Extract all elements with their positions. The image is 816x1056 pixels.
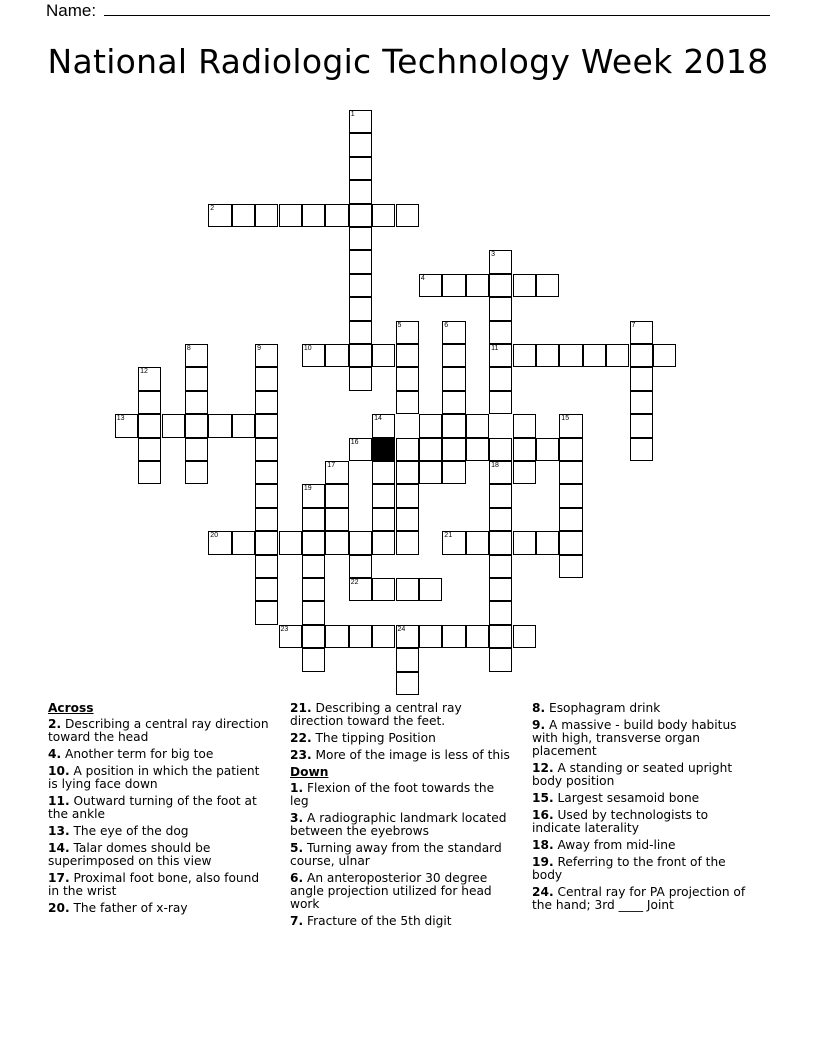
down-heading: Down (290, 765, 329, 779)
crossword-cell[interactable] (630, 414, 653, 437)
clue-item-number: 10. (48, 764, 70, 778)
crossword-cell[interactable] (349, 180, 372, 203)
clue-item-text: Talar domes should be superimposed on this view (48, 841, 212, 868)
crossword-cell[interactable] (372, 625, 395, 648)
crossword-cell[interactable] (396, 625, 419, 648)
crossword-cell[interactable] (279, 531, 302, 554)
crossword-cell[interactable] (349, 321, 372, 344)
clue-number: 18 (491, 462, 499, 469)
crossword-cell[interactable] (208, 531, 231, 554)
clue-item-number: 23. (290, 748, 312, 762)
clue-item-text: The father of x-ray (69, 901, 188, 915)
clue-item-number: 17. (48, 871, 70, 885)
crossword-cell[interactable] (396, 648, 419, 671)
crossword-cell[interactable] (419, 625, 442, 648)
crossword-cell[interactable] (396, 578, 419, 601)
clue-item-text: Central ray for PA projection of the hand; 3rd ____ Joint (532, 885, 746, 912)
clue-item (48, 825, 273, 838)
crossword-cell[interactable] (466, 274, 489, 297)
clue-item (532, 762, 757, 788)
clue-item-text: Describing a central ray direction toward the head (48, 717, 269, 744)
crossword-cell[interactable] (489, 625, 512, 648)
crossword-cell[interactable] (583, 344, 606, 367)
crossword-cell[interactable] (255, 578, 278, 601)
clue-item-text: A standing or seated upright body position (532, 761, 733, 788)
crossword-cell[interactable] (255, 461, 278, 484)
crossword-cell[interactable] (138, 367, 161, 390)
clue-item-text: Fracture of the 5th digit (303, 914, 452, 928)
crossword-cell[interactable] (302, 625, 325, 648)
clue-item (290, 702, 510, 728)
clue-item-text: Referring to the front of the body (532, 855, 726, 882)
crossword-cell[interactable] (489, 484, 512, 507)
crossword-cell[interactable] (302, 555, 325, 578)
crossword-cell[interactable] (302, 578, 325, 601)
crossword-cell[interactable] (302, 204, 325, 227)
crossword-cell[interactable] (489, 578, 512, 601)
clue-item (290, 915, 510, 928)
clue-number: 2 (210, 204, 215, 212)
crossword-cell[interactable] (466, 438, 489, 461)
crossword-cell[interactable] (302, 531, 325, 554)
crossword-cell[interactable] (489, 321, 512, 344)
crossword-cell[interactable] (325, 484, 348, 507)
crossword-cell[interactable] (208, 414, 231, 437)
crossword-cell[interactable] (396, 461, 419, 484)
crossword-cell[interactable] (513, 274, 536, 297)
clue-number: 21 (444, 532, 453, 540)
crossword-cell[interactable] (349, 227, 372, 250)
clue-item-number: 18. (532, 838, 554, 852)
clue-number: 16 (350, 438, 359, 446)
crossword-cell[interactable] (489, 648, 512, 671)
crossword-cell[interactable] (489, 274, 512, 297)
crossword-cell[interactable] (396, 672, 419, 695)
clue-item-text: Away from mid-line (553, 838, 676, 852)
crossword-cell[interactable] (559, 344, 582, 367)
crossword-cell[interactable] (630, 344, 653, 367)
clue-item-text: More of the image is less of this (311, 748, 510, 762)
clue-item (532, 856, 757, 882)
crossword-cell[interactable] (513, 625, 536, 648)
crossword-cell[interactable] (489, 601, 512, 624)
crossword-cell[interactable] (489, 438, 512, 461)
crossword-cell[interactable] (396, 344, 419, 367)
clue-column-1 (48, 702, 273, 919)
crossword-cell[interactable] (232, 204, 255, 227)
crossword-cell[interactable] (302, 508, 325, 531)
crossword-cell[interactable] (279, 625, 302, 648)
clue-column-2 (290, 702, 510, 932)
clue-item (290, 732, 510, 745)
clue-number: 4 (420, 274, 425, 282)
crossword-cell[interactable] (349, 555, 372, 578)
clue-item-number: 12. (532, 761, 554, 775)
crossword-cell[interactable] (325, 508, 348, 531)
crossword-cell[interactable] (442, 321, 465, 344)
crossword-cell[interactable] (442, 414, 465, 437)
crossword-cell[interactable] (630, 321, 653, 344)
crossword-cell[interactable] (630, 438, 653, 461)
clue-item-text: A massive - build body habitus with high, transverse organ placement (532, 718, 737, 758)
crossword-cell[interactable] (138, 414, 161, 437)
crossword-cell[interactable] (396, 367, 419, 390)
crossword-cell[interactable] (325, 344, 348, 367)
clue-number: 9 (257, 345, 261, 352)
crossword-cell[interactable] (419, 414, 442, 437)
clue-item-number: 3. (290, 811, 304, 825)
crossword-cell[interactable] (513, 344, 536, 367)
crossword-cell[interactable] (162, 414, 185, 437)
crossword-cell[interactable] (536, 274, 559, 297)
crossword-cell[interactable] (185, 367, 208, 390)
crossword-cell[interactable] (442, 461, 465, 484)
clue-item-number: 8. (532, 701, 546, 715)
crossword-cell[interactable] (325, 625, 348, 648)
clue-item (290, 749, 510, 762)
crossword-cell[interactable] (559, 461, 582, 484)
crossword-cell[interactable] (489, 367, 512, 390)
clue-item (532, 719, 757, 758)
clue-item (532, 839, 757, 852)
crossword-cell[interactable] (489, 461, 512, 484)
crossword-cell[interactable] (349, 297, 372, 320)
crossword-cell[interactable] (255, 414, 278, 437)
crossword-cell[interactable] (349, 133, 372, 156)
crossword-cell[interactable] (255, 555, 278, 578)
clue-number: 23 (280, 625, 289, 633)
crossword-cell[interactable] (185, 461, 208, 484)
crossword-cell[interactable] (466, 625, 489, 648)
clue-item-text: Flexion of the foot towards the leg (290, 781, 495, 808)
crossword-cell[interactable] (302, 484, 325, 507)
crossword-cell[interactable] (559, 531, 582, 554)
crossword-cell[interactable] (349, 344, 372, 367)
clue-item-text: The eye of the dog (69, 824, 189, 838)
crossword-cell[interactable] (138, 438, 161, 461)
crossword-block-cell (372, 438, 395, 461)
crossword-cell[interactable] (396, 321, 419, 344)
clue-item-number: 19. (532, 855, 554, 869)
crossword-cell[interactable] (630, 367, 653, 390)
crossword-cell[interactable] (349, 367, 372, 390)
clue-item-number: 22. (290, 731, 312, 745)
crossword-cell[interactable] (372, 344, 395, 367)
clue-item (48, 718, 273, 744)
crossword-cell[interactable] (279, 204, 302, 227)
crossword-cell[interactable] (396, 204, 419, 227)
clue-number: 15 (561, 415, 570, 423)
clue-item-number: 4. (48, 747, 62, 761)
crossword-cell[interactable] (302, 344, 325, 367)
clue-number: 12 (140, 368, 148, 376)
crossword-cell[interactable] (255, 508, 278, 531)
clue-number: 1 (350, 111, 355, 118)
clue-item-number: 16. (532, 808, 554, 822)
clue-item-number: 6. (290, 871, 304, 885)
clue-item-text: Outward turning of the foot at the ankle (48, 794, 257, 821)
crossword-cell[interactable] (349, 204, 372, 227)
crossword-cell[interactable] (419, 461, 442, 484)
clue-item (532, 702, 757, 715)
crossword-cell[interactable] (138, 391, 161, 414)
crossword-cell[interactable] (419, 274, 442, 297)
clue-item (290, 782, 510, 808)
crossword-cell[interactable] (349, 250, 372, 273)
clue-item (532, 886, 757, 912)
clue-item-text: Used by technologists to indicate laterality (532, 808, 709, 835)
name-label: Name: (46, 1, 101, 20)
crossword-cell[interactable] (442, 274, 465, 297)
crossword-cell[interactable] (396, 438, 419, 461)
crossword-cell[interactable] (255, 531, 278, 554)
crossword-cell[interactable] (489, 555, 512, 578)
crossword-cell[interactable] (536, 438, 559, 461)
crossword-cell[interactable] (630, 391, 653, 414)
clue-number: 20 (210, 532, 219, 540)
crossword-cell[interactable] (255, 484, 278, 507)
across-heading: Across (48, 701, 94, 715)
clue-item-number: 14. (48, 841, 70, 855)
crossword-cell[interactable] (442, 625, 465, 648)
clue-number: 10 (303, 345, 312, 352)
clue-item-text: Another term for big toe (61, 747, 214, 761)
crossword-cell[interactable] (442, 438, 465, 461)
clue-item-number: 9. (532, 718, 546, 732)
crossword-cell[interactable] (232, 531, 255, 554)
crossword-cell[interactable] (513, 414, 536, 437)
crossword-cell[interactable] (396, 508, 419, 531)
crossword-cell[interactable] (559, 508, 582, 531)
clue-number: 22 (350, 579, 359, 586)
clue-number: 14 (374, 415, 382, 423)
clue-item (48, 795, 273, 821)
crossword-cell[interactable] (349, 157, 372, 180)
crossword-cell[interactable] (349, 438, 372, 461)
crossword-cell[interactable] (325, 461, 348, 484)
clue-item-text: Largest sesamoid bone (553, 791, 700, 805)
clue-number: 24 (397, 625, 406, 633)
clue-item-text: Turning away from the standard course, ulnar (290, 841, 502, 868)
crossword-cell[interactable] (489, 344, 512, 367)
clue-column-3 (532, 702, 757, 916)
crossword-cell[interactable] (255, 438, 278, 461)
crossword-cell[interactable] (185, 344, 208, 367)
crossword-cell[interactable] (466, 531, 489, 554)
crossword-cell[interactable] (302, 601, 325, 624)
clue-item-text: The tipping Position (311, 731, 436, 745)
clue-item (48, 748, 273, 761)
crossword-cell[interactable] (138, 461, 161, 484)
clue-item (48, 872, 273, 898)
clue-item-text: A radiographic landmark located between the eyebrows (290, 811, 507, 838)
crossword-cell[interactable] (325, 531, 348, 554)
clue-item (48, 765, 273, 791)
clue-item (290, 812, 510, 838)
clue-item-number: 5. (290, 841, 304, 855)
clue-item-number: 2. (48, 717, 62, 731)
crossword-cell[interactable] (372, 531, 395, 554)
clue-item-number: 24. (532, 885, 554, 899)
clue-item-number: 20. (48, 901, 70, 915)
clue-number: 3 (491, 251, 495, 259)
crossword-cell[interactable] (442, 344, 465, 367)
clue-item-text: An anteroposterior 30 degree angle projection utilized for head work (290, 871, 492, 911)
crossword-cell[interactable] (442, 391, 465, 414)
crossword-cell[interactable] (513, 531, 536, 554)
crossword-cell[interactable] (489, 297, 512, 320)
crossword-cell[interactable] (349, 578, 372, 601)
crossword-cell[interactable] (372, 461, 395, 484)
crossword-cell[interactable] (349, 531, 372, 554)
crossword-cell[interactable] (396, 391, 419, 414)
clue-item (290, 842, 510, 868)
clue-number: 6 (444, 321, 449, 329)
crossword-cell[interactable] (349, 110, 372, 133)
crossword-cell[interactable] (372, 204, 395, 227)
clue-number: 5 (397, 321, 402, 329)
clue-number: 13 (116, 415, 125, 423)
clue-item-text: A position in which the patient is lying face down (48, 764, 260, 791)
clue-item-text: Describing a central ray direction toward the feet. (290, 701, 462, 728)
clue-item-text: Proximal foot bone, also found in the wrist (48, 871, 260, 898)
clue-item-number: 15. (532, 791, 554, 805)
crossword-cell[interactable] (489, 250, 512, 273)
crossword-cell[interactable] (513, 461, 536, 484)
crossword-cell[interactable] (442, 531, 465, 554)
crossword-cell[interactable] (255, 367, 278, 390)
crossword-cell[interactable] (255, 601, 278, 624)
crossword-cell[interactable] (396, 531, 419, 554)
clue-number: 11 (491, 345, 499, 352)
clue-item (290, 872, 510, 911)
crossword-cell[interactable] (536, 344, 559, 367)
clue-item (48, 842, 273, 868)
crossword-cell[interactable] (208, 204, 231, 227)
clue-number: 17 (327, 462, 336, 469)
crossword-cell[interactable] (419, 438, 442, 461)
clue-item (532, 809, 757, 835)
crossword-cell[interactable] (559, 414, 582, 437)
crossword-cell[interactable] (513, 438, 536, 461)
crossword-cell[interactable] (419, 578, 442, 601)
crossword-cell[interactable] (396, 484, 419, 507)
clue-item-number: 13. (48, 824, 70, 838)
clue-item-number: 7. (290, 914, 304, 928)
crossword-cell[interactable] (185, 391, 208, 414)
clue-number: 19 (303, 485, 312, 493)
crossword-cell[interactable] (372, 578, 395, 601)
crossword-cell[interactable] (255, 204, 278, 227)
crossword-cell[interactable] (536, 531, 559, 554)
clue-number: 7 (631, 321, 636, 329)
crossword-cell[interactable] (653, 344, 676, 367)
crossword-cell[interactable] (442, 367, 465, 390)
crossword-cell[interactable] (559, 555, 582, 578)
crossword-cell[interactable] (372, 484, 395, 507)
crossword-cell[interactable] (372, 414, 395, 437)
crossword-cell[interactable] (372, 508, 395, 531)
clue-item (48, 902, 273, 915)
crossword-cell[interactable] (559, 438, 582, 461)
crossword-cell[interactable] (349, 274, 372, 297)
crossword-cell[interactable] (115, 414, 138, 437)
clue-item (532, 792, 757, 805)
crossword-cell[interactable] (559, 484, 582, 507)
crossword-cell[interactable] (302, 648, 325, 671)
page-title: National Radiologic Technology Week 2018 (47, 42, 769, 81)
crossword-cell[interactable] (466, 414, 489, 437)
crossword-cell[interactable] (185, 438, 208, 461)
crossword-cell[interactable] (232, 414, 255, 437)
crossword-cell[interactable] (255, 391, 278, 414)
clue-item-number: 11. (48, 794, 70, 808)
clue-number: 8 (186, 345, 191, 352)
clue-item-text: Esophagram drink (545, 701, 661, 715)
crossword-cell[interactable] (489, 391, 512, 414)
crossword-cell[interactable] (325, 204, 348, 227)
crossword-cell[interactable] (185, 414, 208, 437)
crossword-cell[interactable] (489, 531, 512, 554)
clue-item-number: 21. (290, 701, 312, 715)
crossword-cell[interactable] (349, 625, 372, 648)
clue-item-number: 1. (290, 781, 304, 795)
crossword-cell[interactable] (489, 508, 512, 531)
crossword-cell[interactable] (606, 344, 629, 367)
crossword-cell[interactable] (255, 344, 278, 367)
